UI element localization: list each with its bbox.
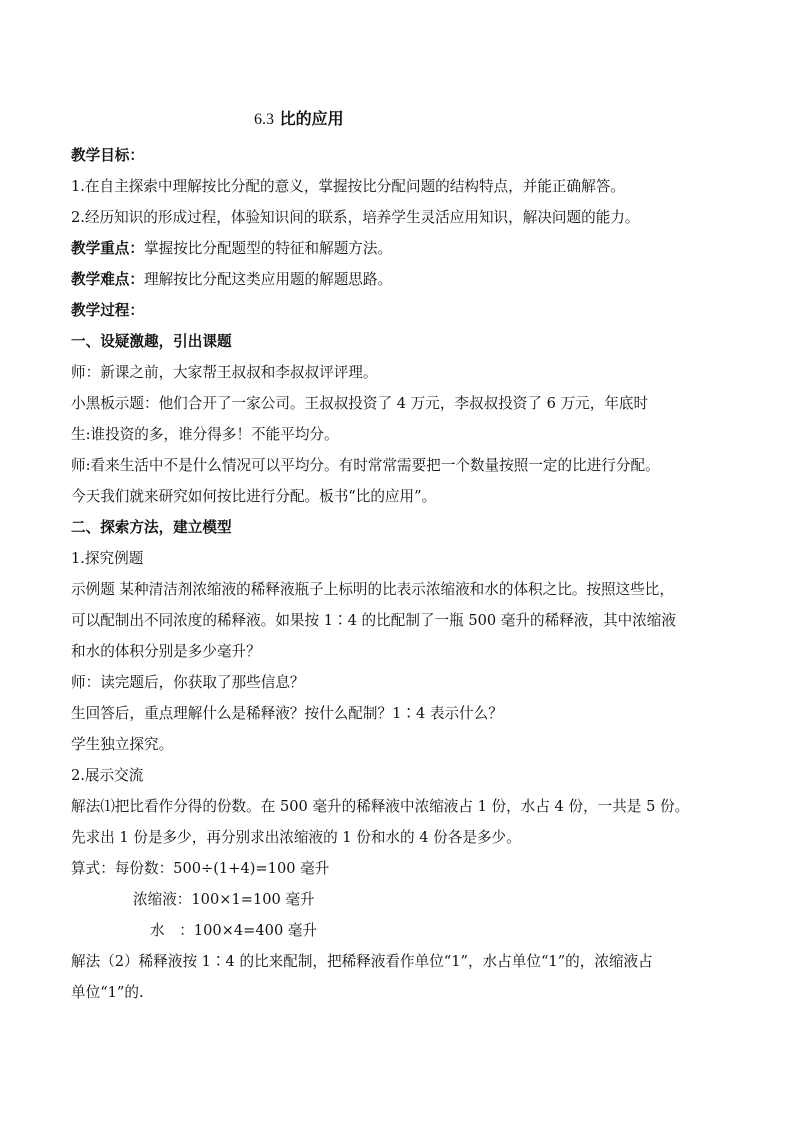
method-text: 解法（2）稀释液按 1∶4 的比来配制，把稀释液看作单位“1”，水占单位“1”的，浓缩液占: [71, 953, 653, 970]
calculation: 浓缩液：100×1=100 毫升: [133, 891, 315, 908]
paragraph: 师:看来生活中不是什么情况可以平均分。有时常常需要把一个数量按照一定的比进行分配。: [71, 457, 660, 474]
title-text: 比的应用: [279, 109, 344, 128]
process-heading: 教学过程：: [71, 302, 144, 319]
section-2-heading: 二、探索方法，建立模型: [71, 519, 232, 536]
paragraph: 生:谁投资的多，谁分得多！不能平均分。: [71, 426, 339, 443]
page-title: [254, 106, 344, 129]
paragraph: 师：新课之前，大家帮王叔叔和李叔叔评评理。: [71, 364, 378, 381]
paragraph: 生回答后，重点理解什么是稀释液？按什么配制？1∶4 表示什么？: [71, 705, 503, 722]
example-text: 和水的体积分别是多少毫升？: [71, 643, 261, 660]
subsection-heading: 1.探究例题: [71, 550, 144, 567]
example-text: 示例题 某种清洁剂浓缩液的稀释液瓶子上标明的比表示浓缩液和水的体积之比。按照这些比，: [71, 581, 674, 598]
calculation: 算式：每份数：500÷(1+4)=100 毫升: [71, 860, 330, 877]
goal-2: 2.经历知识的形成过程，体验知识间的联系，培养学生灵活应用知识，解决问题的能力。: [71, 209, 640, 226]
method-text: 先求出 1 份是多少，再分别求出浓缩液的 1 份和水的 4 份各是多少。: [71, 829, 521, 846]
paragraph: 今天我们就来研究如何按比进行分配。板书“比的应用”。: [71, 488, 437, 505]
difficult-point-label: 教学难点：: [71, 271, 144, 288]
goal-1: 1.在自主探索中理解按比分配的意义，掌握按比分配问题的结构特点，并能正确解答。: [71, 178, 625, 195]
subsection-heading: 2.展示交流: [71, 767, 144, 784]
method-text: 单位“1”的.: [71, 984, 144, 1001]
key-point-label: 教学重点：: [71, 240, 144, 257]
difficult-point-text: 理解按比分配这类应用题的解题思路。: [143, 271, 393, 288]
title-number: 6.3: [254, 111, 274, 128]
key-point-text: 掌握按比分配题型的特征和解题方法。: [143, 240, 393, 257]
paragraph: 学生独立探究。: [71, 736, 174, 753]
calculation: 水 ：100×4=400 毫升: [150, 922, 318, 939]
method-text: 解法⑴把比看作分得的份数。在 500 毫升的稀释液中浓缩液占 1 份，水占 4 份，一共是 5 份。: [71, 798, 690, 815]
difficult-point: [71, 270, 731, 290]
section-1-heading: 一、设疑激趣，引出课题: [71, 333, 232, 350]
goals-heading: 教学目标：: [71, 147, 144, 164]
paragraph: 小黑板示题：他们合开了一家公司。王叔叔投资了 4 万元，李叔叔投资了 6 万元，年底时: [71, 395, 649, 412]
paragraph: 师：读完题后，你获取了那些信息？: [71, 674, 305, 691]
key-point: [71, 239, 731, 259]
example-text: 可以配制出不同浓度的稀释液。如果按 1∶4 的比配制了一瓶 500 毫升的稀释液，其中浓缩液: [71, 612, 676, 629]
